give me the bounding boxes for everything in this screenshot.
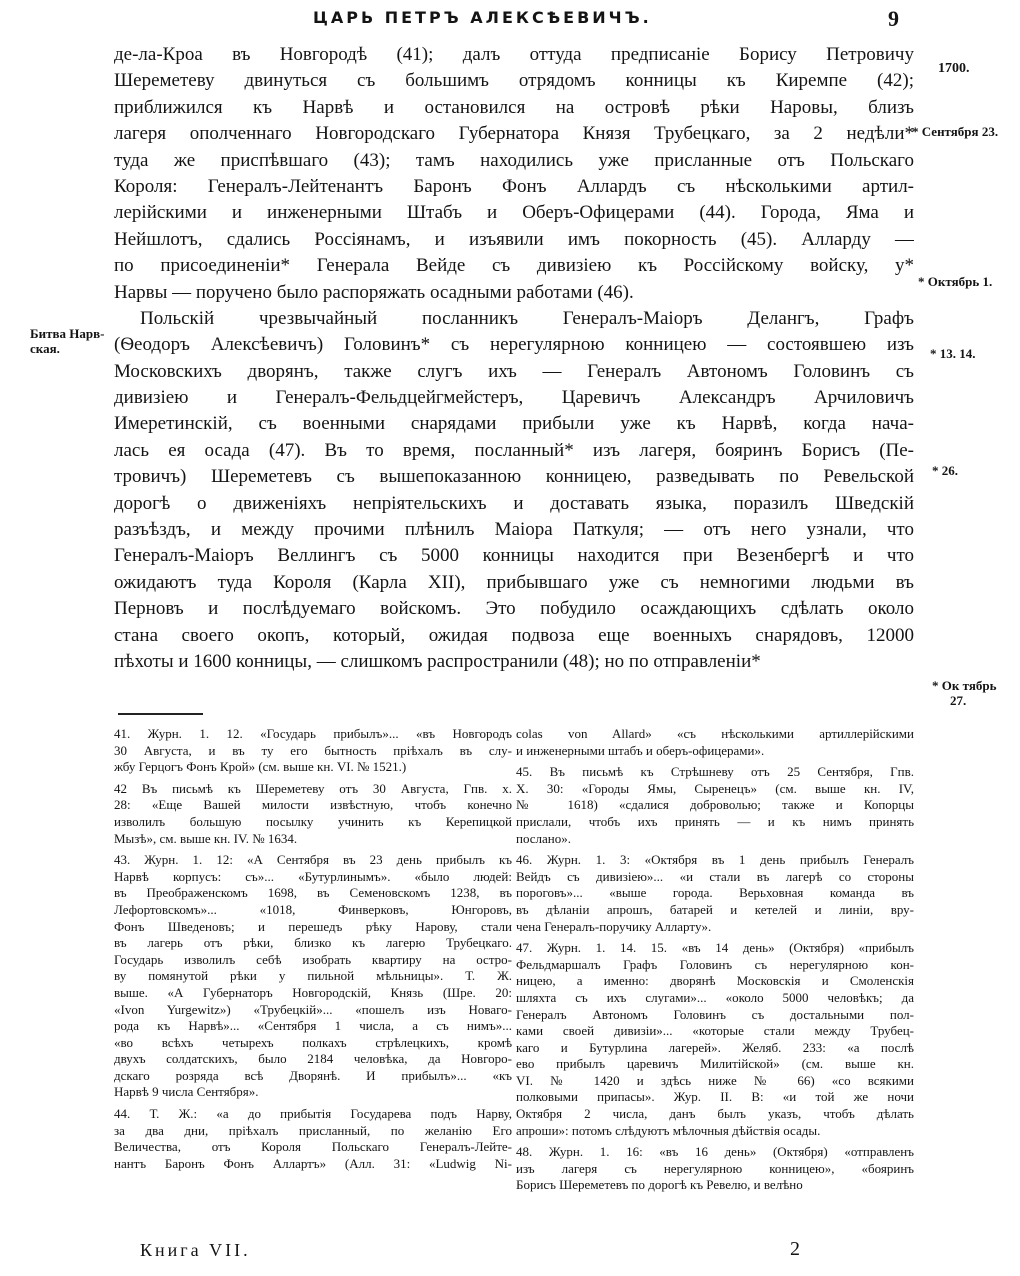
footnote-line: «Ivon Yurgewitz») «Трубецкій»... «пошелъ изъ Новаго- [114,1001,512,1017]
margin-note-battle-1: Битва Нарв- [30,326,105,341]
footnote [516,764,914,847]
footnote-rule [118,713,203,715]
footnote-line: № 1618) «сдалися доброволью; также и Копорцы [516,797,914,813]
footnote-line: Мызѣ», см. выше кн. IV. № 1634. [114,830,298,846]
footnotes-left-column [114,726,512,1177]
main-text-line: Польскій чрезвычайный посланникъ Генералъ-Маіоръ Делангъ, Графъ [140,307,914,329]
footnotes-right-column [516,726,914,1199]
main-text-line: Нарвы — поручено было распоряжать осадными работами (46). [114,281,634,303]
footnote-line: VI. № 1420 и здѣсь ниже № 66) «со всякими [516,1072,914,1088]
footnote-line: Фонъ Шведеновъ; и перешедъ рѣку Нарову, стали [114,918,512,934]
main-text-line: (Ѳеодоръ Алексѣевичъ) Головинъ* съ нерегулярною конницею — состоявшею изъ [114,334,914,356]
footnote [516,726,914,759]
footnote-line: 41. Журн. 1. 12. «Государь прибылъ»... «въ Новгородъ [114,726,512,741]
footnote-line: ево прибылъ царевичъ Милитійской» (см. выше кн. [516,1056,914,1072]
footnote-line: 43. Журн. 1. 12: «А Сентября въ 23 день прибылъ къ [114,852,512,868]
footnote-line: Нарвѣ корпусъ: съ»... «Бутурлинымъ». «было людей: [114,868,512,884]
main-text-line: Нейшлотъ, сдались Россіянамъ, и изъявили имъ покорность (45). Алларду — [114,228,914,250]
footnote-line: Генералъ Автономъ Головинъ съ достальными пол- [516,1006,914,1022]
main-text-line: лерійскими и инженерными Штабъ и Оберъ-Офицерами (44). Города, Яма и [114,202,914,224]
footnote-line: 47. Журн. 1. 14. 15. «въ 14 день» (Октября) «прибылъ [516,940,914,956]
margin-note-oct1: * Октябрь 1. [918,274,993,289]
footnote-line: выше. «А Губернаторъ Новгородскій, Князь (Шре. 20: [114,984,512,1000]
footnote-line: 44. Т. Ж.: «а до прибытія Государева подъ Нарву, [114,1106,512,1122]
footnote-line: дскаго розряда всѣ Дворянѣ. И прибылъ»... «къ [114,1067,512,1083]
main-text-line: Генералъ-Маіоръ Веллингъ съ 5000 конницы находится при Везенбергѣ и что [114,545,914,567]
footnote-line: 46. Журн. 1. 3: «Октября въ 1 день прибылъ Генералъ [516,852,914,868]
footnote-line: Борисъ Шереметевъ по дорогѣ къ Ревелю, и велѣно [516,1177,803,1193]
main-text-line: ожидаютъ туда Короля (Карла XII), прибывшаго уже съ немногими людьми въ [114,571,914,593]
main-text-line: Имеретинскій, съ военными снарядами прибыли уже къ Нарвѣ, когда нача- [114,413,914,435]
margin-note-26: * 26. [932,463,958,478]
footnote [114,781,512,847]
main-text-line: пѣхоты и 1600 конницы, — слишкомъ распространили (48); но по отправленіи* [114,650,761,672]
footnote-line: 48. Журн. 1. 16: «въ 16 день» (Октября) «отправленъ [516,1144,914,1160]
footnote-line: Нарвѣ 9 числа Сентября». [114,1084,259,1100]
main-text-line: лагеря ополченнаго Новгородскаго Губернатора Князя Трубецкаго, за 2 недѣли* [114,123,914,145]
main-text [114,42,914,675]
footnote-line: и инженерными штабъ и оберъ-офицерами». [516,742,765,758]
main-text-line: по присоединеніи* Генерала Вейде съ дивизіею къ Россійскому войску, у* [114,255,914,277]
footnote-line: въ лагерь отъ рѣки, близко къ лагерю Трубецкаго. [114,935,512,951]
footnote-line: 30 Августа, и въ ту его бытность пріѣхалъ въ слу- [114,742,512,758]
footnote-line: colas von Allard» «съ нѣсколькими артиллерійскими [516,726,914,741]
main-text-line: туда же приспѣвшаго (43); тамъ находились уже присланные отъ Польскаго [114,149,914,171]
margin-note-13-14: * 13. 14. [930,346,976,361]
main-text-line: Короля: Генералъ-Лейтенантъ Баронъ Фонъ Аллардъ съ нѣсколькими артил- [114,175,914,197]
footnote-line: Октября 2 числа, данъ былъ указъ, чтобъ дѣлать [516,1106,914,1122]
page-header [0,6,1020,34]
footnote-line: прислали, чтобъ ихъ принять — и къ нимъ принять [516,813,914,829]
footnote-line: Фельдмаршалъ Графъ Головинъ съ нерегулярною кон- [516,956,914,972]
footnote-line: изъ лагеря съ нерегулярною конницею», «бояринъ [516,1160,914,1176]
main-text-line: де-ла-Кроа въ Новгородѣ (41); далъ оттуда предписаніе Борису Петровичу [114,44,914,65]
page-number: 9 [888,6,899,31]
footnote-line: 45. Въ письмѣ къ Стрѣшневу отъ 25 Сентября, Гпв. [516,764,914,780]
footnote-line: Величества, отъ Короля Польскаго Генералъ-Лейте- [114,1139,512,1155]
footnote [516,940,914,1139]
footnote-line: каго и Бутурлина лагерей». Желяб. 233: «а послѣ [516,1039,914,1055]
main-text-line: разъѣздъ, и между прочими плѣнилъ Маіора Паткуля; — отъ него узнали, что [114,519,914,541]
footnote [114,1106,512,1172]
footnote-line: Х. 30: «Городы Ямы, Сыренецъ» (см. выше кн. IV, [516,780,914,796]
main-text-line: Московскихъ дворянъ, также слугъ ихъ — Генералъ Автономъ Головинъ съ [114,360,914,382]
footnote-line: шляхта съ ихъ слугами»... «около 5000 человѣкъ; да [516,989,914,1005]
footnote-line: Лефортовскомъ»... «1018, Финверковъ, Юнгоровъ, [114,901,512,917]
footnote-line: ву помянутой рѣки у пильной мѣльницы». Т. Ж. [114,968,512,984]
main-text-line: Перновъ и послѣдуемаго войскомъ. Это побудило осаждающихъ сдѣлать около [114,598,914,620]
main-text-line: Шереметеву двинуться съ большимъ отрядомъ конницы къ Киремпе (42); [114,70,914,92]
footnote-line: чена Генералъ-поручику Аллартy». [516,918,712,934]
footnote-line: въ дѣланіи апрошъ, батарей и кетелей и линіи, вру- [516,901,914,917]
signature-mark: Книга VII. [140,1240,251,1260]
footnote [516,1144,914,1194]
sheet-number: 2 [790,1238,800,1260]
footnote-line: 28: «Еще Вашей милости извѣстную, чтобъ конечно [114,797,512,813]
footnote-line: 42 Въ письмѣ къ Шереметеву отъ 30 Августа, Гпв. х. [114,780,512,796]
footnote-line: пороговъ»... «выше города. Верьховная команда въ [516,885,914,901]
footnote [516,852,914,935]
footnote-line: Государь изволилъ себѣ изобрать квартиру на остро- [114,951,512,967]
margin-note-oct27-1: * Ок тябрь [932,678,997,693]
main-text-line: дивизіею и Генералъ-Фельдцейгмейстеръ, Царевичъ Александръ Арчиловичъ [114,387,914,409]
margin-note-sept23: * Сентября 23. [912,124,999,139]
footnote-line: жбу Герцогъ Фонъ Крой» (см. выше кн. VI. № 1521.) [114,759,407,775]
main-text-line: тровичъ) Шереметевъ съ вышепоказанною конницею, разведывать по Ревельской [114,466,914,488]
footnote-line: «во всѣхъ четырехъ полкахъ стрѣлецкихъ, кромѣ [114,1034,512,1050]
footnote-line: Вейдъ съ дивизіею»... «и стали въ лагерѣ со стороны [516,868,914,884]
main-text-line: приближился къ Нарвѣ и остановился на островѣ рѣки Наровы, близъ [114,96,914,118]
footnote-line: ками своей дивизіи»... «которые стали между Трубец- [516,1023,914,1039]
footnote-line: полковыми припасы». Жур. II. В: «и той же ночи [516,1089,914,1105]
footnote-line: рода къ Нарвѣ»... «Сентября 1 числа, а съ нимъ»... [114,1018,512,1034]
main-text-line: стана своего окопъ, который, ожидая подвоза еще военныхъ снарядовъ, 12000 [114,624,914,646]
footnote [114,852,512,1101]
footnote-line: за два дни, пріѣхалъ присланный, по желанію Его [114,1122,512,1138]
footnote [114,726,512,776]
margin-note-oct27-2: 27. [950,693,967,708]
margin-note-year: 1700. [938,61,970,76]
footnote-line: двухъ солдатскихъ, было 2184 человѣка, да Новгоро- [114,1051,512,1067]
main-text-line: лась ея осада (47). Въ то время, посланный* изъ лагеря, бояринъ Борисъ (Пе- [114,439,914,461]
footnote-line: въ Преображенскомъ 1698, въ Семеновскомъ 1238, въ [114,885,512,901]
margin-note-battle-2: ская. [30,341,60,356]
footnote-line: нантъ Баронъ Фонъ Аллартъ» (Алл. 31: «Ludwig Ni- [114,1155,512,1171]
footnote-line: ницею, а именно: дворянѣ Московскія и Смоленскія [516,973,914,989]
footnote-line: послано». [516,830,572,846]
footnote-line: апроши»: потомъ слѣдуютъ мѣлочныя дѣйствія осады. [516,1122,821,1138]
main-text-line: дорогѣ о движеніяхъ непріятельскихъ и доставать языка, поразилъ Шведскій [114,492,914,514]
running-title: ЦАРЬ ПЕТРЪ АЛЕКСѢЕВИЧЪ. [313,8,652,27]
footnote-line: изволилъ большую посылку учинить къ Керепицкой [114,813,512,829]
